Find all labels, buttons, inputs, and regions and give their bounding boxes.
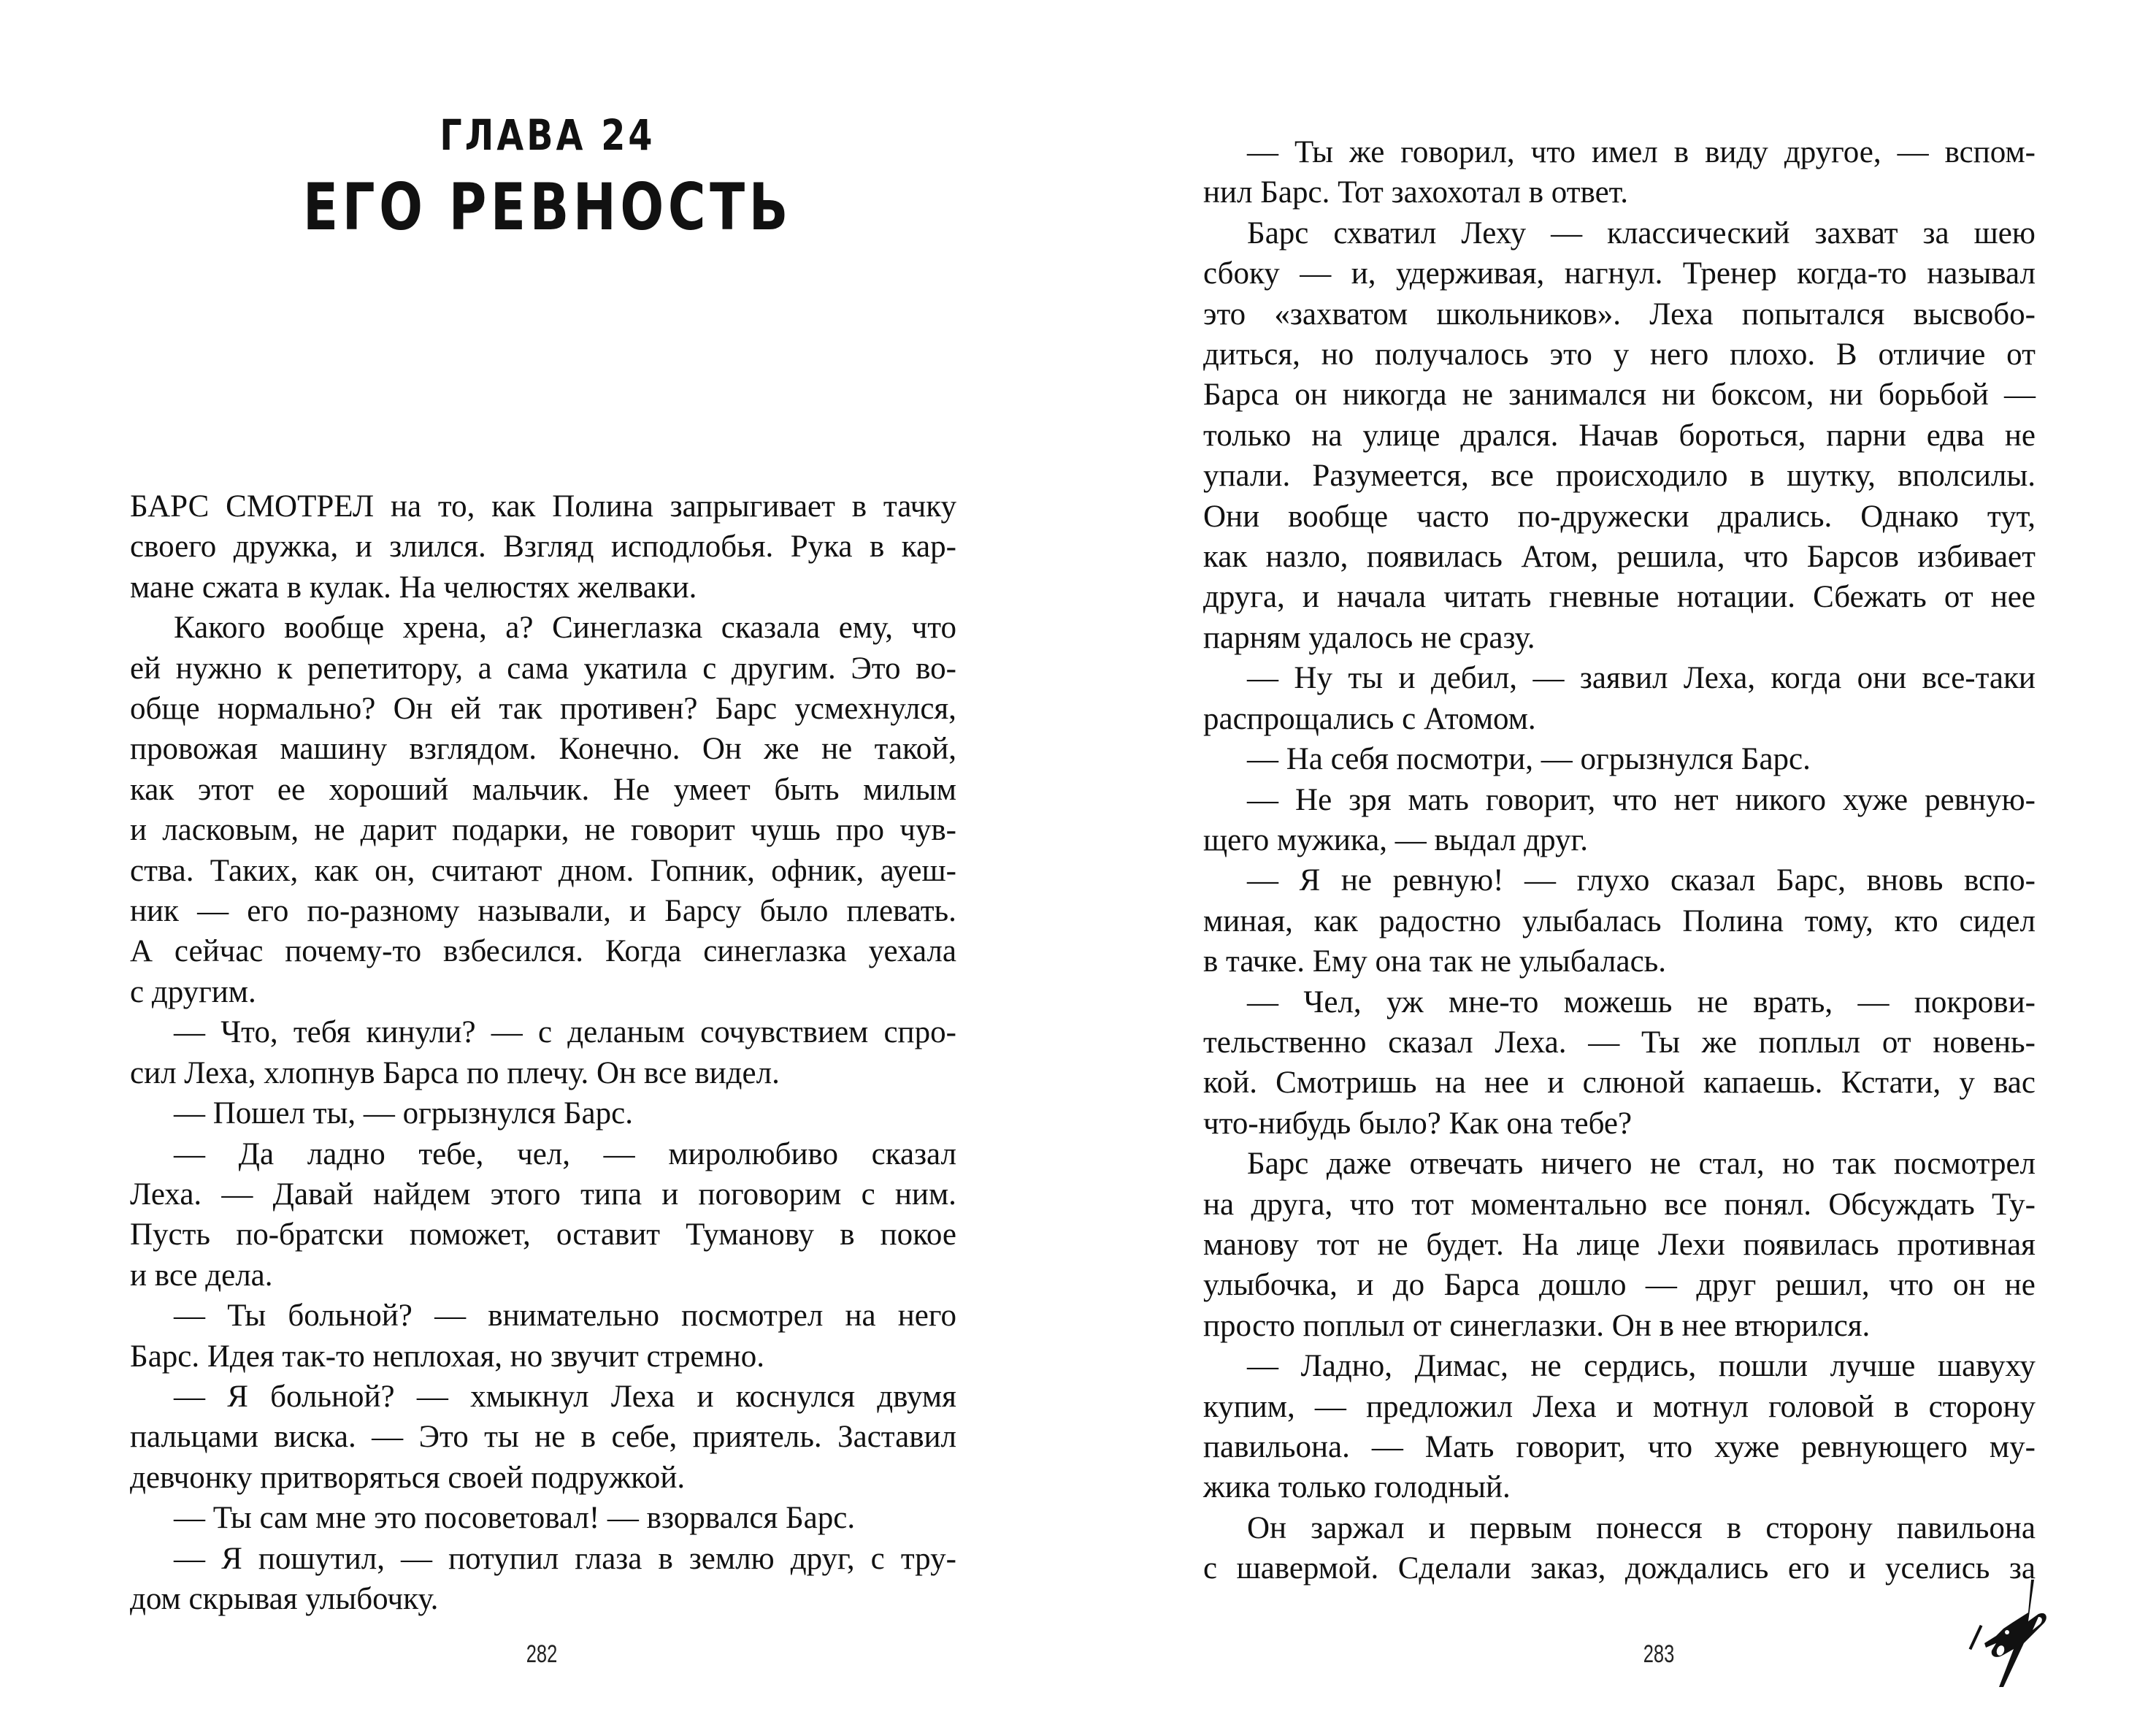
text-line: — Я не ревную! — глухо сказал Барс, вновь вспо- [1247, 863, 2036, 898]
right-page [1078, 0, 2156, 1725]
text-line: Барс даже отвечать ничего не стал, но так посмотрел [1247, 1147, 2036, 1182]
text-line: — Ладно, Димас, не сердись, пошли лучше шавуху [1247, 1349, 2036, 1384]
text-line: в тачке. Ему она так не улыбалась. [1203, 944, 1667, 979]
text-line: с другим. [130, 974, 256, 1009]
text-line: — Да ладно тебе, чел, — миролюбиво сказал [174, 1136, 956, 1171]
chapter-title: ЕГО РЕВНОСТЬ [303, 169, 792, 245]
text-line: жика только голодный. [1203, 1470, 1511, 1505]
text-line: — Ну ты и дебил, — заявил Леха, когда они все-таки [1247, 661, 2036, 696]
page-number-left: 282 [526, 1640, 558, 1668]
text-line: как этот ее хороший мальчик. Не умеет быть милым [130, 772, 956, 807]
chapter-number: ГЛАВА 24 [440, 110, 656, 160]
text-line: щего мужика, — выдал друг. [1203, 822, 1589, 857]
text-line: — На себя посмотри, — огрызнулся Барс. [1247, 742, 1811, 777]
text-line: просто поплыл от синеглазки. Он в нее втюрился. [1203, 1308, 1871, 1343]
text-line: диться, но получалось это у него плохо. В отличие от [1203, 337, 2036, 372]
text-line: это «захватом школьников». Леха попытался высвобо- [1203, 297, 2036, 332]
right-page-body [1203, 132, 2036, 1589]
text-line: девчонку притворяться своей подружкой. [130, 1460, 686, 1495]
text-line: — Ты сам мне это посоветовал! — взорвался Барс. [174, 1501, 856, 1536]
text-line: улыбочка, и до Барса дошло — друг решил, что он не [1203, 1268, 2036, 1303]
text-line: распрощались с Атомом. [1203, 701, 1536, 736]
text-line: нил Барс. Тот захохотал в ответ. [1203, 175, 1628, 210]
text-line: только на улице дрался. Начав бороться, парни едва не [1203, 418, 2036, 453]
text-line: ник — его по-разному называли, и Барсу было плевать. [130, 894, 956, 929]
airplane-icon [1952, 1577, 2055, 1687]
text-line: сбоку — и, удерживая, нагнул. Тренер когда-то называл [1203, 256, 2036, 291]
text-line: как назло, появилась Атом, решила, что Барсов избивает [1203, 540, 2036, 575]
text-line: парням удалось не сразу. [1203, 620, 1535, 655]
text-line: — Ты больной? — внимательно посмотрел на него [174, 1298, 956, 1334]
text-line: Барс схватил Леху — классический захват за шею [1247, 215, 2036, 250]
text-line: БАРС СМОТРЕЛ на то, как Полина запрыгивает в тачку [130, 489, 956, 524]
text-line: что-нибудь было? Как она тебе? [1203, 1106, 1633, 1141]
text-line: с шавермой. Сделали заказ, дождались его и уселись за [1203, 1551, 2036, 1586]
text-line: Барс. Идея так-то неплохая, но звучит стремно. [130, 1339, 765, 1374]
text-line: ей нужно к репетитору, а сама укатила с другим. Это во- [130, 651, 956, 686]
text-line: дом скрывая улыбочку. [130, 1581, 439, 1616]
text-line: своего дружка, и злился. Взгляд исподлобья. Рука в кар- [130, 529, 956, 565]
text-line: манову тот не будет. На лице Лехи появилась противная [1203, 1227, 2036, 1262]
text-line: — Пошел ты, — огрызнулся Барс. [174, 1096, 633, 1131]
text-line: павильона. — Мать говорит, что хуже ревнующего му- [1203, 1430, 2036, 1464]
text-line: упали. Разумеется, все происходило в шутку, вполсилы. [1203, 459, 2036, 494]
left-page-body [130, 486, 956, 1619]
text-line: Пусть по-братски поможет, оставит Туманову в покое [130, 1217, 956, 1252]
page-number-right: 283 [1643, 1640, 1675, 1668]
text-line: А сейчас почему-то взбесился. Когда синеглазка уехала [130, 934, 956, 969]
text-line: и ласковым, не дарит подарки, не говорит чушь про чув- [130, 813, 956, 848]
text-line: Барса он никогда не занимался ни боксом, ни борьбой — [1203, 378, 2036, 413]
text-line: тельственно сказал Леха. — Ты же поплыл от новень- [1203, 1025, 2036, 1060]
text-line: сил Леха, хлопнув Барса по плечу. Он все видел. [130, 1055, 780, 1090]
text-line: Он заржал и первым понесся в сторону павильона [1247, 1510, 2036, 1545]
text-line: — Что, тебя кинули? — с деланым сочувствием спро- [174, 1015, 956, 1050]
text-line: — Ты же говорил, что имел в виду другое, — вспом- [1247, 135, 2036, 169]
text-line: Леха. — Давай найдем этого типа и поговорим с ним. [130, 1177, 956, 1212]
text-line: — Я пошутил, — потупил глаза в землю друг, с тру- [174, 1541, 956, 1576]
text-line: — Чел, уж мне-то можешь не врать, — покрови- [1247, 984, 2036, 1020]
text-line: Они вообще часто по-дружески дрались. Однако тут, [1203, 499, 2036, 534]
text-line: обще нормально? Он ей так противен? Барс усмехнулся, [130, 692, 956, 727]
text-line: купим, — предложил Леха и мотнул головой в сторону [1203, 1389, 2036, 1424]
text-line: миная, как радостно улыбалась Полина тому, кто сидел [1203, 903, 2036, 938]
text-line: Какого вообще хрена, а? Синеглазка сказала ему, что [174, 611, 956, 646]
text-line: — Я больной? — хмыкнул Леха и коснулся двумя [174, 1379, 956, 1414]
text-line: пальцами виска. — Это ты не в себе, приятель. Заставил [130, 1420, 956, 1455]
text-line: мане сжата в кулак. На челюстях желваки. [130, 570, 697, 605]
text-line: кой. Смотришь на нее и слюной капаешь. Кстати, у вас [1203, 1066, 2036, 1101]
text-line: ства. Таких, как он, считают дном. Гопник, офник, ауеш- [130, 853, 956, 888]
text-line: и все дела. [130, 1258, 273, 1293]
text-line: — Не зря мать говорит, что нет никого хуже ревную- [1247, 782, 2036, 817]
text-line: провожая машину взглядом. Конечно. Он же не такой, [130, 732, 956, 767]
text-line: на друга, что тот моментально все понял. Обсуждать Ту- [1203, 1187, 2036, 1222]
text-line: друга, и начала читать гневные нотации. Сбежать от нее [1203, 580, 2036, 615]
